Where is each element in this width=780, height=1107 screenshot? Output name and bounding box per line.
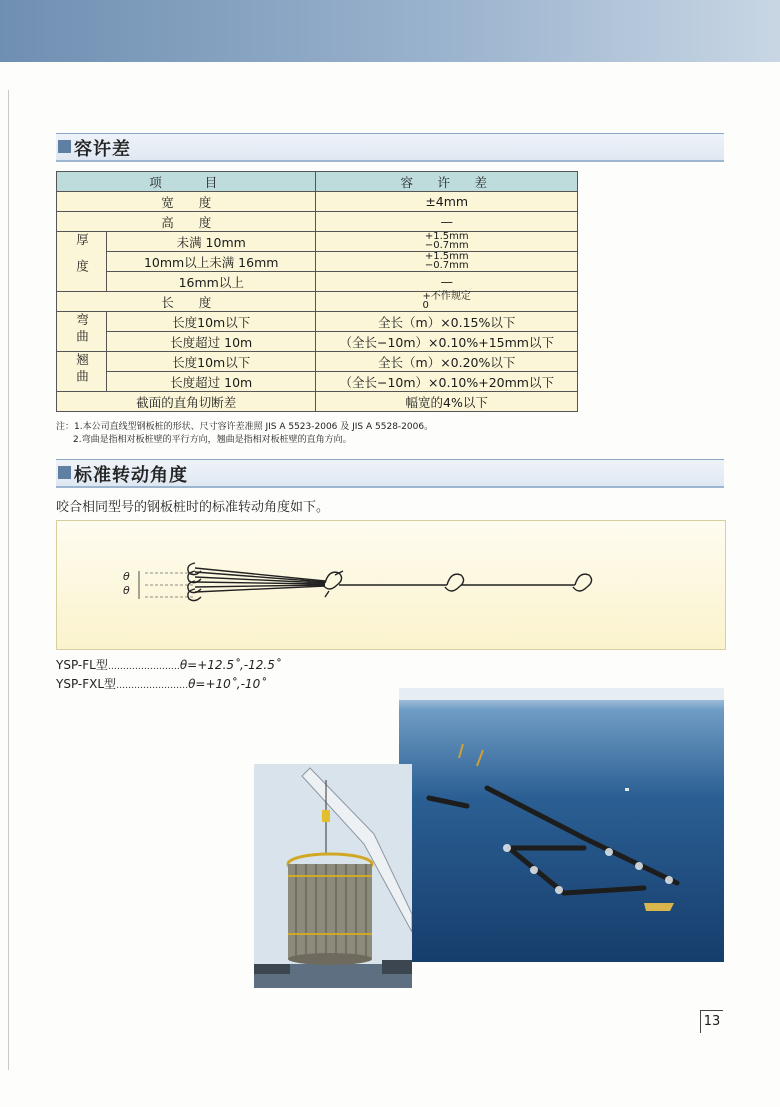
table-row: [57, 312, 578, 332]
table-row: [57, 272, 578, 292]
table-row: [57, 392, 578, 412]
section-title: 容许差: [74, 139, 131, 160]
thickness-value: —: [316, 272, 578, 292]
note-2: 2.弯曲是指相对板桩壁的平行方向，翘曲是指相对板桩壁的直角方向。: [73, 435, 352, 445]
table-header-row: [57, 172, 578, 192]
margin-rule: [8, 90, 9, 1070]
thickness-label: 未满 10mm: [106, 232, 316, 252]
bend-group-label: 弯曲: [74, 312, 90, 346]
section-square-icon: [58, 466, 71, 479]
table-row: [57, 212, 578, 232]
interlock: [573, 574, 592, 591]
warp-value: 全长（m）×0.20%以下: [316, 352, 578, 372]
length-label: 长 度: [57, 292, 316, 312]
angle-value: θ=+10˚,-10˚: [188, 677, 267, 691]
header-item: 项 目: [57, 172, 316, 192]
length-value: [316, 292, 578, 312]
table-row: [57, 372, 578, 392]
minus-tol: −0.7mm: [424, 260, 469, 271]
table-row: [57, 332, 578, 352]
theta-label: θ: [123, 584, 130, 597]
rotation-diagram: [56, 520, 726, 650]
section-header-tolerance: [56, 133, 724, 162]
section-header-rotation: [56, 459, 724, 488]
page-number: 13: [700, 1010, 723, 1033]
thickness-value: [316, 232, 578, 252]
height-value: —: [316, 212, 578, 232]
table-row: [57, 252, 578, 272]
rotation-intro: 咬合相同型号的钢板桩时的标准转动角度如下。: [56, 500, 330, 515]
bend-label: 长度10m以下: [106, 312, 316, 332]
bend-value: 全长（m）×0.15%以下: [316, 312, 578, 332]
leader-dots: ……………………: [116, 681, 189, 691]
bend-label: 长度超过 10m: [106, 332, 316, 352]
plus-sign: +: [422, 291, 431, 302]
warp-group-label: 翘曲: [74, 352, 90, 386]
length-rule: 不作规定: [430, 291, 471, 302]
width-value: ±4mm: [316, 192, 578, 212]
angle-value: θ=+12.5˚,-12.5˚: [179, 658, 281, 672]
table-notes: [56, 421, 433, 447]
header-tolerance: 容 许 差: [316, 172, 578, 192]
squareness-value: 幅宽的4%以下: [316, 392, 578, 412]
leader-dots: ……………………: [107, 662, 180, 672]
sea-illustration: [399, 688, 724, 962]
bend-group: [57, 312, 107, 352]
crane-cylinder-photo: [254, 764, 412, 988]
thickness-label: 10mm以上未满 16mm: [106, 252, 316, 272]
zero-sign: 0: [422, 300, 429, 311]
warp-group: [57, 352, 107, 392]
aerial-sea-photo: [399, 688, 724, 962]
tolerance-table: [56, 171, 578, 412]
interlock: [323, 572, 342, 589]
model-name: YSP-FXL型: [56, 677, 117, 691]
note-1: 注：1.本公司直线型钢板桩的形状、尺寸容许差准照 JIS A 5523-2006 及 JIS A 5528-2006。: [56, 422, 434, 432]
table-row: [57, 232, 578, 252]
section-title: 标准转动角度: [74, 465, 188, 486]
plus-tol: +1.5mm: [424, 251, 469, 262]
thickness-group-label: 厚度: [74, 232, 90, 286]
warp-value: （全长−10m）×0.10%+20mm以下: [316, 372, 578, 392]
crane-illustration: [254, 764, 412, 988]
width-label: 宽 度: [57, 192, 316, 212]
height-label: 高 度: [57, 212, 316, 232]
squareness-label: 截面的直角切断差: [57, 392, 316, 412]
interlock: [445, 574, 464, 591]
bend-value: （全长−10m）×0.10%+15mm以下: [316, 332, 578, 352]
thickness-group: [57, 232, 107, 292]
sheet-pile-drawing: [57, 521, 725, 649]
angle-line-fxl: [56, 675, 266, 692]
warp-label: 长度10m以下: [106, 352, 316, 372]
angle-line-fl: [56, 656, 281, 673]
thickness-value: [316, 252, 578, 272]
table-row: [57, 352, 578, 372]
table-row: [57, 292, 578, 312]
warp-label: 长度超过 10m: [106, 372, 316, 392]
model-name: YSP-FL型: [56, 658, 108, 672]
header-band: [0, 0, 780, 62]
table-row: [57, 192, 578, 212]
theta-label: θ: [123, 570, 130, 583]
pile-line: [195, 568, 325, 581]
thickness-label: 16mm以上: [106, 272, 316, 292]
minus-tol: −0.7mm: [424, 240, 469, 251]
section-square-icon: [58, 140, 71, 153]
plus-tol: +1.5mm: [424, 231, 469, 242]
